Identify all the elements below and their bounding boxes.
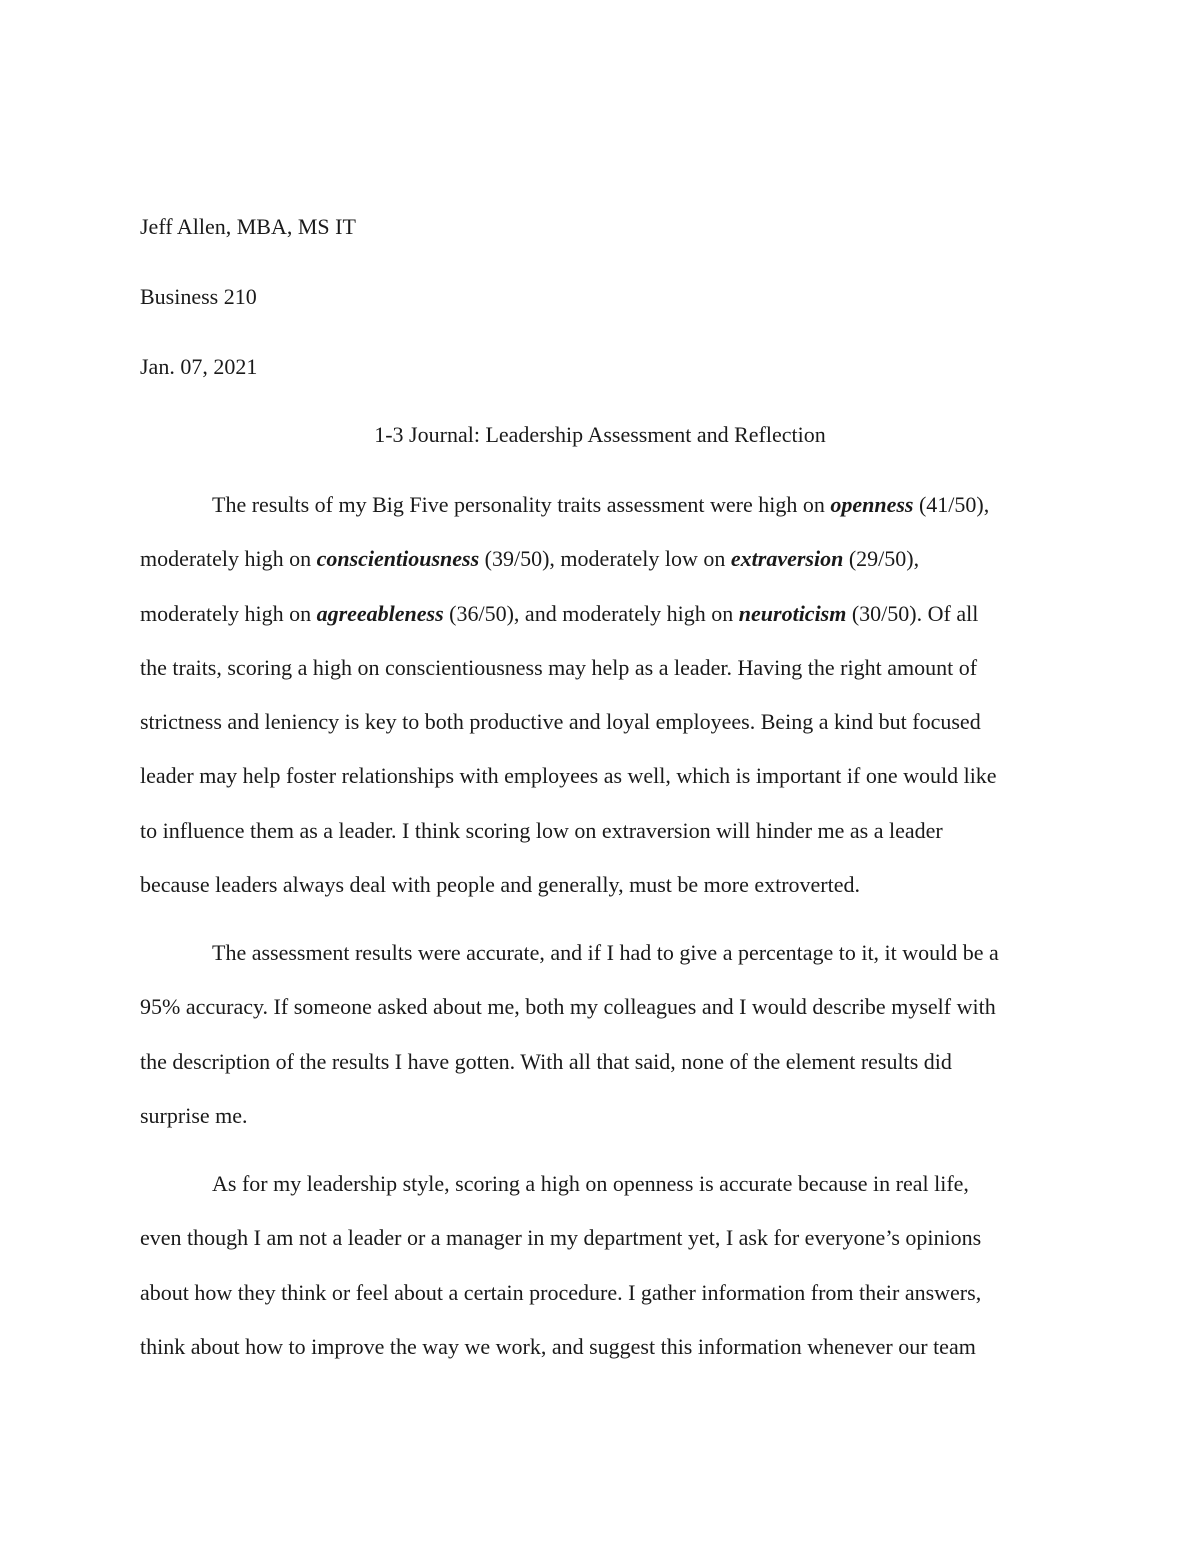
- text-run: (36/50), and moderately high on: [443, 600, 739, 626]
- document-title: 1-3 Journal: Leadership Assessment and Reflection: [374, 422, 826, 447]
- course-line: Business 210: [140, 284, 257, 309]
- paragraph1-line1: [140, 490, 1060, 544]
- trait-extraversion: extraversion: [730, 546, 844, 572]
- text-run: (29/50),: [843, 546, 920, 572]
- text-run: (30/50). Of all: [846, 600, 979, 626]
- paragraph2-line1: [140, 938, 1060, 992]
- text-run: moderately high on: [140, 546, 317, 572]
- paragraph2-line3: the description of the results I have gotten. With all that said, none of the element results did: [140, 1048, 952, 1074]
- paragraph3-line2: even though I am not a leader or a manager in my department yet, I ask for everyone’s opinions: [140, 1225, 982, 1251]
- document-body: [140, 490, 1060, 1386]
- trait-conscientiousness: conscientiousness: [316, 546, 480, 572]
- paragraph1-line3: [140, 599, 1060, 653]
- paragraph1-line4: the traits, scoring a high on conscientiousness may help as a leader. Having the right amount of: [140, 654, 978, 680]
- paragraph1-line6: leader may help foster relationships with employees as well, which is important if one would like: [140, 763, 997, 789]
- text-run: (39/50), moderately low on: [479, 546, 731, 572]
- paragraph3-line3: about how they think or feel about a certain procedure. I gather information from their answers,: [140, 1279, 982, 1305]
- text-run: (41/50),: [913, 492, 990, 517]
- paragraph3-line1: [140, 1169, 1060, 1223]
- author-line: Jeff Allen, MBA, MS IT: [140, 214, 356, 239]
- paragraph1-line8: because leaders always deal with people and generally, must be more extroverted.: [140, 872, 861, 898]
- text-run: As for my leadership style, scoring a high on openness is accurate because in real life,: [212, 1170, 969, 1196]
- paragraph3-line4: think about how to improve the way we work, and suggest this information whenever our team: [140, 1333, 976, 1359]
- date-line: Jan. 07, 2021: [140, 354, 258, 379]
- text-run: The results of my Big Five personality traits assessment were high on: [212, 492, 831, 517]
- paragraph1-line2: [140, 544, 1060, 598]
- text-run: moderately high on: [140, 600, 317, 626]
- paragraph1-line7: to influence them as a leader. I think scoring low on extraversion will hinder me as a leader: [140, 817, 943, 843]
- text-run: The assessment results were accurate, and if I had to give a percentage to it, it would be a: [212, 940, 999, 966]
- paragraph1-line5: strictness and leniency is key to both productive and loyal employees. Being a kind but focused: [140, 709, 981, 735]
- trait-neuroticism: neuroticism: [738, 600, 847, 626]
- trait-agreeableness: agreeableness: [316, 600, 444, 626]
- paragraph2-line4: surprise me.: [140, 1102, 248, 1128]
- paragraph2-line2: 95% accuracy. If someone asked about me, both my colleagues and I would describe myself with: [140, 994, 996, 1020]
- trait-openness: openness: [830, 492, 914, 517]
